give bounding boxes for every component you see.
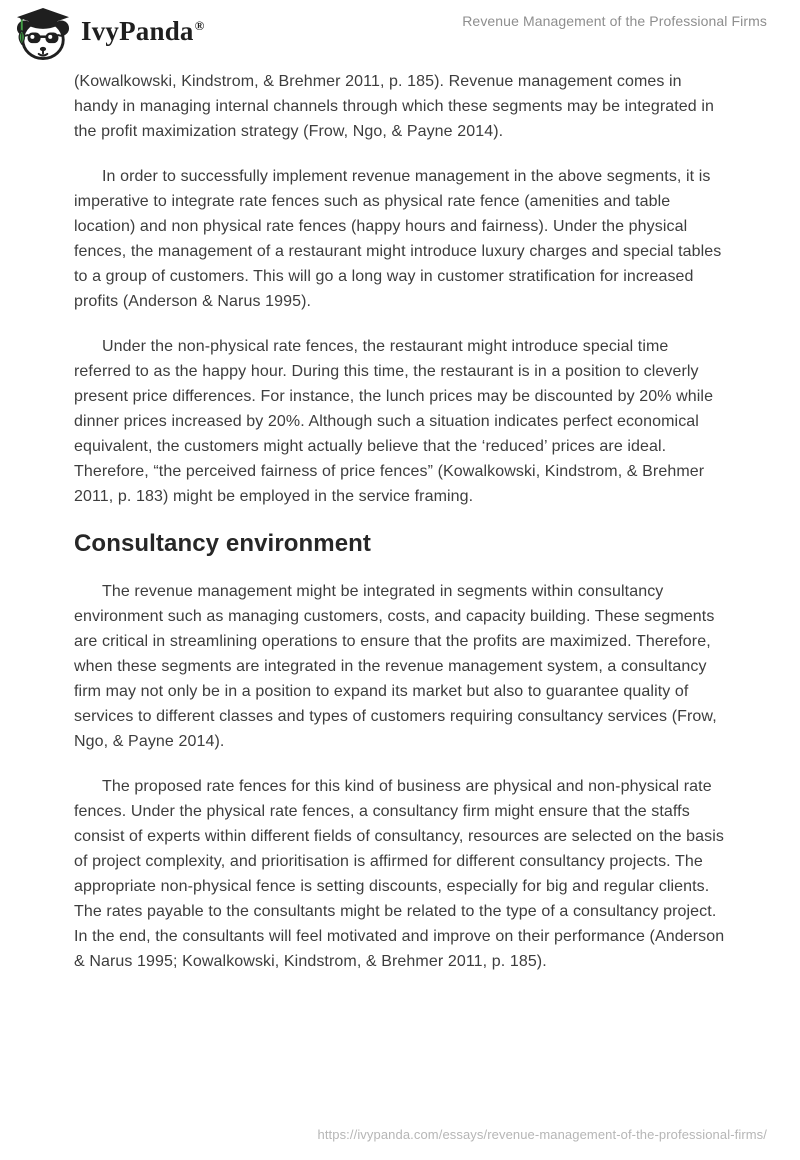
paragraph: The revenue management might be integrated in segments within consultancy environment such as managing customers, costs, and capacity building. These segments are critical in streamlining operations to ensure that the profits are maximized. Therefore, when these segments are integrated in the revenue management system, a consultancy firm may not only be in a position to expand its market but also to guarantee quality of services to different classes and types of customers requiring consultancy services (Frow, Ngo, & Payne 2014). [74,583,717,750]
essay-body [74,69,727,994]
document-title: Revenue Management of the Professional Firms [462,13,767,29]
paragraph: In order to successfully implement revenue management in the above segments, it is imperative to integrate rate fences such as physical rate fence (amenities and table location) and non physical rate fences (happy hours and fairness). Under the physical fences, the management of a restaurant might introduce luxury charges and special tables to a group of customers. This will go a long way in customer stratification for increased profits (Anderson & Narus 1995). [74,168,722,310]
registered-trademark-mark: ® [194,17,205,33]
panda-graduate-icon [14,7,72,61]
paragraph: Under the non-physical rate fences, the restaurant might introduce special time referred to as the happy hour. During this time, the restaurant is in a position to cleverly present price differences. For instance, the lunch prices may be discounted by 20% while dinner prices increased by 20%. Although such a situation indicates perfect economical equivalent, the customers might actually believe that the ‘reduced’ prices are ideal. Therefore, “the perceived fairness of price fences” (Kowalkowski, Kindstrom, & Brehmer 2011, p. 183) might be employed in the service framing. [74,338,714,505]
paragraph: The proposed rate fences for this kind of business are physical and non-physical rate fences. Under the physical rate fences, a consultancy firm might ensure that the staffs consist of experts within different fields of consultancy, resources are selected on the basis of project complexity, and prioritisation is affirmed for different consultancy projects. The appropriate non-physical fence is setting discounts, especially for big and regular clients. The rates payable to the consultants might be related to the type of a consultancy project. In the end, the consultants will feel motivated and improve on their performance (Anderson & Narus 1995; Kowalkowski, Kindstrom, & Brehmer 2011, p. 185). [74,778,725,970]
brand-name [81,15,205,51]
source-url-link[interactable]: https://ivypanda.com/essays/revenue-management-of-the-professional-firms/ [317,1127,767,1142]
brand-logo [14,7,205,61]
section-heading: Consultancy environment [74,530,372,557]
paragraph: (Kowalkowski, Kindstrom, & Brehmer 2011, p. 185). Revenue management comes in handy in managing internal channels through which these segments may be integrated in the profit maximization strategy (Frow, Ngo, & Payne 2014). [74,73,715,140]
brand-name-text: IvyPanda [81,15,194,46]
